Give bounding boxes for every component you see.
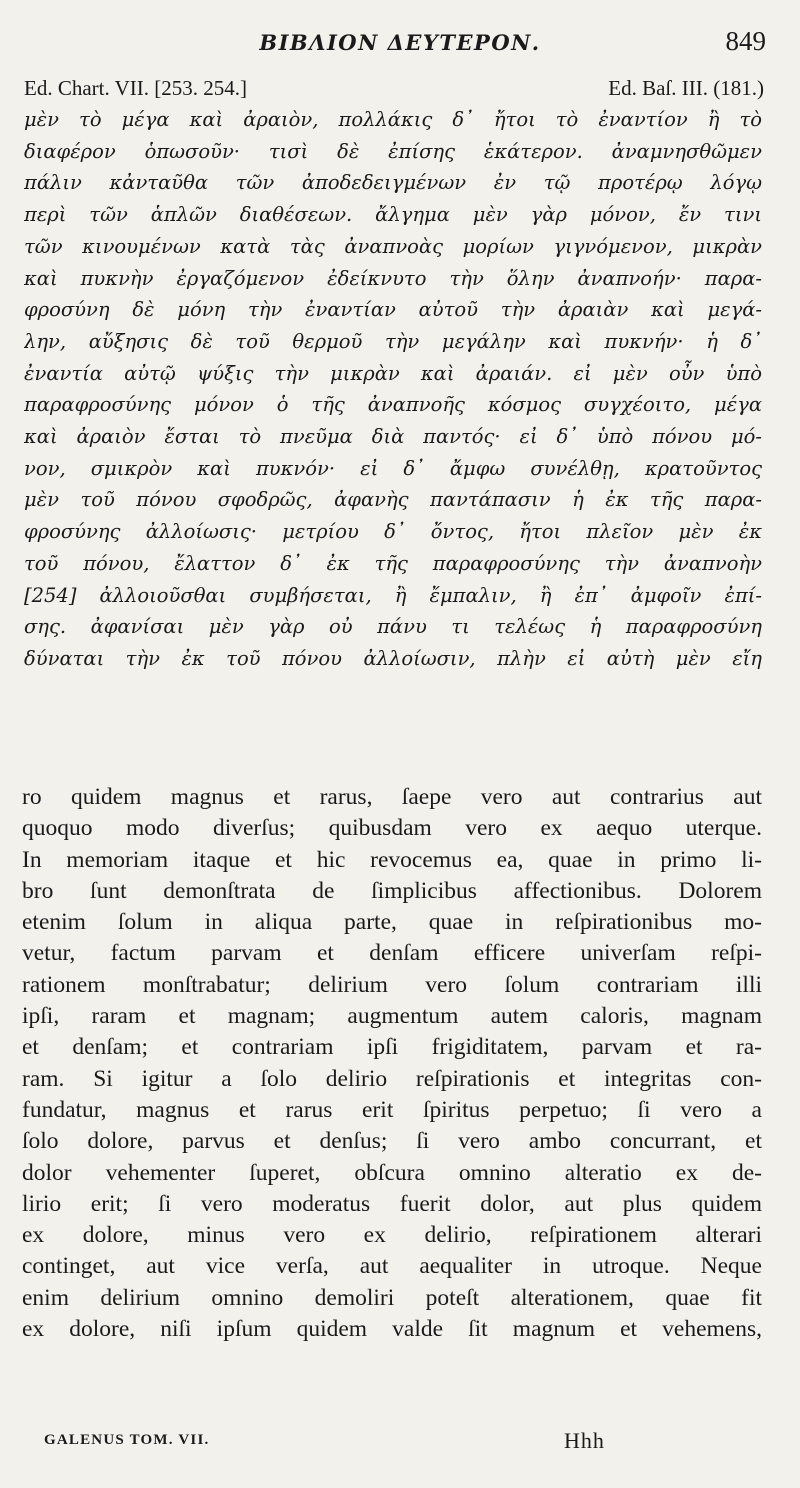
gathering-mark: Hhh	[564, 1428, 605, 1453]
edition-chartier-reference: Ed. Chart. VII. [253. 254.]	[24, 76, 247, 100]
greek-line: [254] ἀλλοιοῦσθαι συμβήσεται, ἢ ἔμπαλιν, ἢ ἐπ᾽ ἀμφοῖν ἐπί-	[24, 583, 762, 607]
edition-basel-reference: Ed. Baſ. III. (181.)	[608, 76, 764, 100]
latin-line: ex dolore, minus vero ex delirio, reſpirationem alterari	[22, 1222, 762, 1249]
latin-line: ram. Si igitur a ſolo delirio reſpirationis et integritas con-	[22, 1065, 762, 1092]
greek-line: τοῦ πόνου, ἔλαττον δ᾽ ἐκ τῆς παραφροσύνης τὴν ἀναπνοὴν	[24, 551, 762, 575]
edition-reference-line	[24, 76, 764, 104]
latin-line: bro ſunt demonſtrata de ſimplicibus affectionibus. Dolorem	[22, 877, 762, 904]
latin-line: ſolo dolore, parvus et denſus; ſi vero ambo concurrant, et	[22, 1128, 762, 1155]
latin-line: In memoriam itaque et hic revocemus ea, quae in primo li-	[22, 846, 762, 873]
latin-line: ipſi, raram et magnam; augmentum autem caloris, magnam	[22, 1003, 762, 1030]
greek-line: ἐναντία αὐτῷ ψύξις τὴν μικρὰν καὶ ἀραιάν. εἰ μὲν οὖν ὑπὸ	[24, 361, 762, 385]
greek-line: νον, σμικρὸν καὶ πυκνόν· εἰ δ᾽ ἄμφω συνέλθῃ, κρατοῦντος	[24, 456, 762, 480]
latin-line: ro quidem magnus et rarus, ſaepe vero aut contrarius aut	[22, 784, 762, 810]
greek-line: μὲν τοῦ πόνου σφοδρῶς, ἀφανὴς παντάπασιν ἡ ἐκ τῆς παρα-	[24, 488, 762, 512]
latin-line: etenim ſolum in aliqua parte, quae in reſpirationibus mo-	[22, 909, 762, 936]
greek-line: φροσύνης ἀλλοίωσις· μετρίου δ᾽ ὄντος, ἤτοι πλεῖον μὲν ἐκ	[24, 520, 762, 544]
greek-line: περὶ τῶν ἁπλῶν διαθέσεων. ἄλγημα μὲν γὰρ μόνον, ἔν τινι	[24, 203, 762, 227]
greek-line: φροσύνη δὲ μόνη τὴν ἐναντίαν αὐτοῦ τὴν ἀραιὰν καὶ μεγά-	[24, 298, 762, 322]
greek-line: καὶ ἀραιὸν ἔσται τὸ πνεῦμα διὰ παντός· εἰ δ᾽ ὑπὸ πόνου μό-	[24, 425, 762, 449]
greek-line: παραφροσύνης μόνον ὁ τῆς ἀναπνοῆς κόσμος συγχέοιτο, μέγα	[24, 393, 762, 417]
greek-line: μὲν τὸ μέγα καὶ ἀραιὸν, πολλάκις δ᾽ ἤτοι τὸ ἐναντίον ἢ τὸ	[24, 108, 762, 131]
greek-line: λην, αὔξησις δὲ τοῦ θερμοῦ τὴν μεγάλην καὶ πυκνήν· ἡ δ᾽	[24, 329, 762, 353]
signature-mark: GALENUS TOM. VII.	[44, 1432, 210, 1448]
greek-line: δύναται τὴν ἐκ τοῦ πόνου ἀλλοίωσιν, πλὴν εἰ αὐτὴ μὲν εἴη	[24, 646, 762, 670]
page-footer	[44, 1428, 760, 1458]
latin-line: ex dolore, niſi ipſum quidem valde ſit magnum et vehemens,	[22, 1316, 762, 1343]
latin-line: continget, aut vice verſa, aut aequaliter in utroque. Neque	[22, 1253, 762, 1280]
latin-line: vetur, factum parvam et denſam efficere univerſam reſpi-	[22, 940, 762, 967]
greek-line: πάλιν κἀνταῦθα τῶν ἀποδεδειγμένων ἐν τῷ προτέρῳ λόγῳ	[24, 171, 762, 195]
greek-text-block	[24, 104, 762, 675]
latin-line: rationem monſtrabatur; delirium vero ſolum contrariam illi	[22, 971, 762, 998]
latin-line: dolor vehementer ſuperet, obſcura omnino alteratio ex de-	[22, 1159, 762, 1186]
latin-text-block	[22, 782, 762, 1345]
latin-line: enim delirium omnino demoliri poteſt alterationem, quae fit	[22, 1284, 762, 1311]
latin-line: lirio erit; ſi vero moderatus fuerit dolor, aut plus quidem	[22, 1190, 762, 1217]
latin-line: et denſam; et contrariam ipſi frigiditatem, parvam et ra-	[22, 1034, 762, 1061]
running-head	[0, 26, 800, 60]
greek-line: σης. ἀφανίσαι μὲν γὰρ οὐ πάνυ τι τελέως ἡ παραφροσύνη	[24, 615, 762, 639]
greek-line: τῶν κινουμένων κατὰ τὰς ἀναπνοὰς μορίων γιγνόμενον, μικρὰν	[24, 234, 762, 258]
latin-line: quoquo modo diverſus; quibusdam vero ex aequo uterque.	[22, 815, 762, 842]
latin-line: fundatur, magnus et rarus erit ſpiritus perpetuo; ſi vero a	[22, 1096, 762, 1123]
running-title: BIBΛΙΟΝ ΔΕΥΤΕΡΟΝ.	[259, 30, 541, 55]
page-number: 849	[725, 26, 766, 56]
greek-line: διαφέρον ὁπωσοῦν· τισὶ δὲ ἐπίσης ἑκάτερον. ἀναμνησθῶμεν	[24, 139, 762, 163]
greek-line: καὶ πυκνὴν ἐργαζόμενον ἐδείκνυτο τὴν ὅλην ἀναπνοήν· παρα-	[24, 266, 762, 290]
